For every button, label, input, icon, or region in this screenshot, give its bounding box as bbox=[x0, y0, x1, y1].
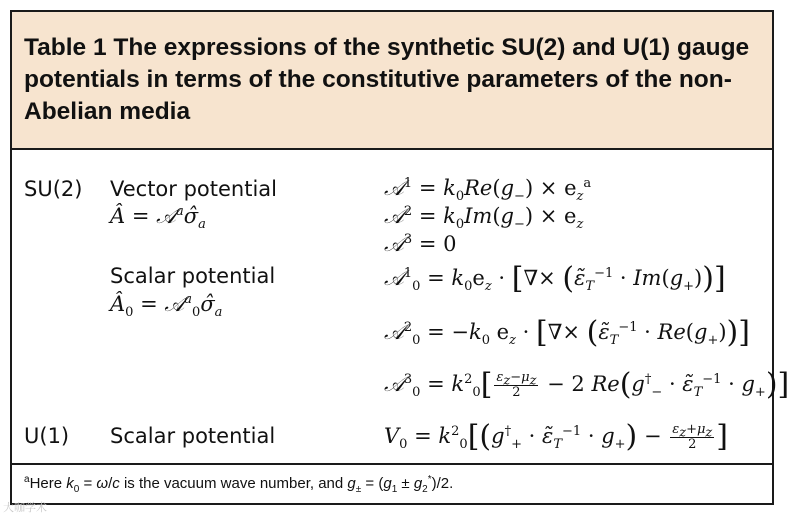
equation-a0-1: 𝒜$^1_0$ = $k_0e_z$ · [∇× $(\varepsiloñ_T^{-1} \cdot Im(g_+))$] bbox=[384, 261, 726, 296]
equation-a2: 𝒜$^2$ = $k_0Im(g_-) \times e_z$ bbox=[384, 204, 584, 233]
equation-a0-3: 𝒜$^3_0$ = $k^2_0$[ $\frac{\varepsilon_z-\mu_z}{2}$ − 2 $Re(g^\dagger_-$ · $\varepsiloñ_T^{-1} \cdot g_+$)] bbox=[384, 367, 789, 402]
scalar-potential-label: Scalar potential bbox=[110, 264, 276, 288]
footnote-rule bbox=[12, 463, 772, 465]
u1-scalar-potential-label: Scalar potential bbox=[110, 424, 276, 448]
header-rule bbox=[12, 148, 772, 150]
u1-label: U(1) bbox=[24, 424, 70, 448]
table-frame bbox=[10, 10, 789, 505]
table-footnote: $^a$Here $k_0 = \omega/c$ is the vacuum wave number, and $g_\pm = (g_1 \pm g_2^*)/2$. bbox=[24, 474, 454, 495]
vector-potential-label: Vector potential bbox=[110, 177, 278, 201]
scalar-potential-definition: $Â_0$ = $𝒜^a_0\sigmâ_a$ bbox=[110, 292, 223, 321]
vector-def-text bbox=[0, 0, 1, 1]
su2-label: SU(2) bbox=[24, 177, 83, 201]
equation-v0: $V_0 = k^2_0[(g^\dagger_+$ · $\varepsiloñ_T^{-1} \cdot g_+$) − $\frac{\varepsilon_z+\mu_z}{2}$ ] bbox=[384, 419, 728, 454]
vector-potential-definition: Â = $𝒜^a\sigmâ_a$ bbox=[110, 204, 206, 233]
equation-a3: 𝒜$^3$ = 0 bbox=[384, 232, 457, 256]
equation-a1: 𝒜$^1$ = $k_0Re(g_-) \times e_z^a$ bbox=[384, 176, 592, 205]
watermark: 大咖学术 bbox=[3, 501, 47, 514]
table-title: Table 1 The expressions of the synthetic SU(2) and U(1) gauge potentials in terms of the constitutive parameters of the non-Abelian media bbox=[24, 34, 750, 125]
equation-a0-2: 𝒜$^2_0$ = $-k_0$ $e_z$ · [∇× $(\varepsiloñ_T^{-1} \cdot Re(g_+))$] bbox=[384, 315, 750, 350]
title-band bbox=[12, 12, 772, 148]
